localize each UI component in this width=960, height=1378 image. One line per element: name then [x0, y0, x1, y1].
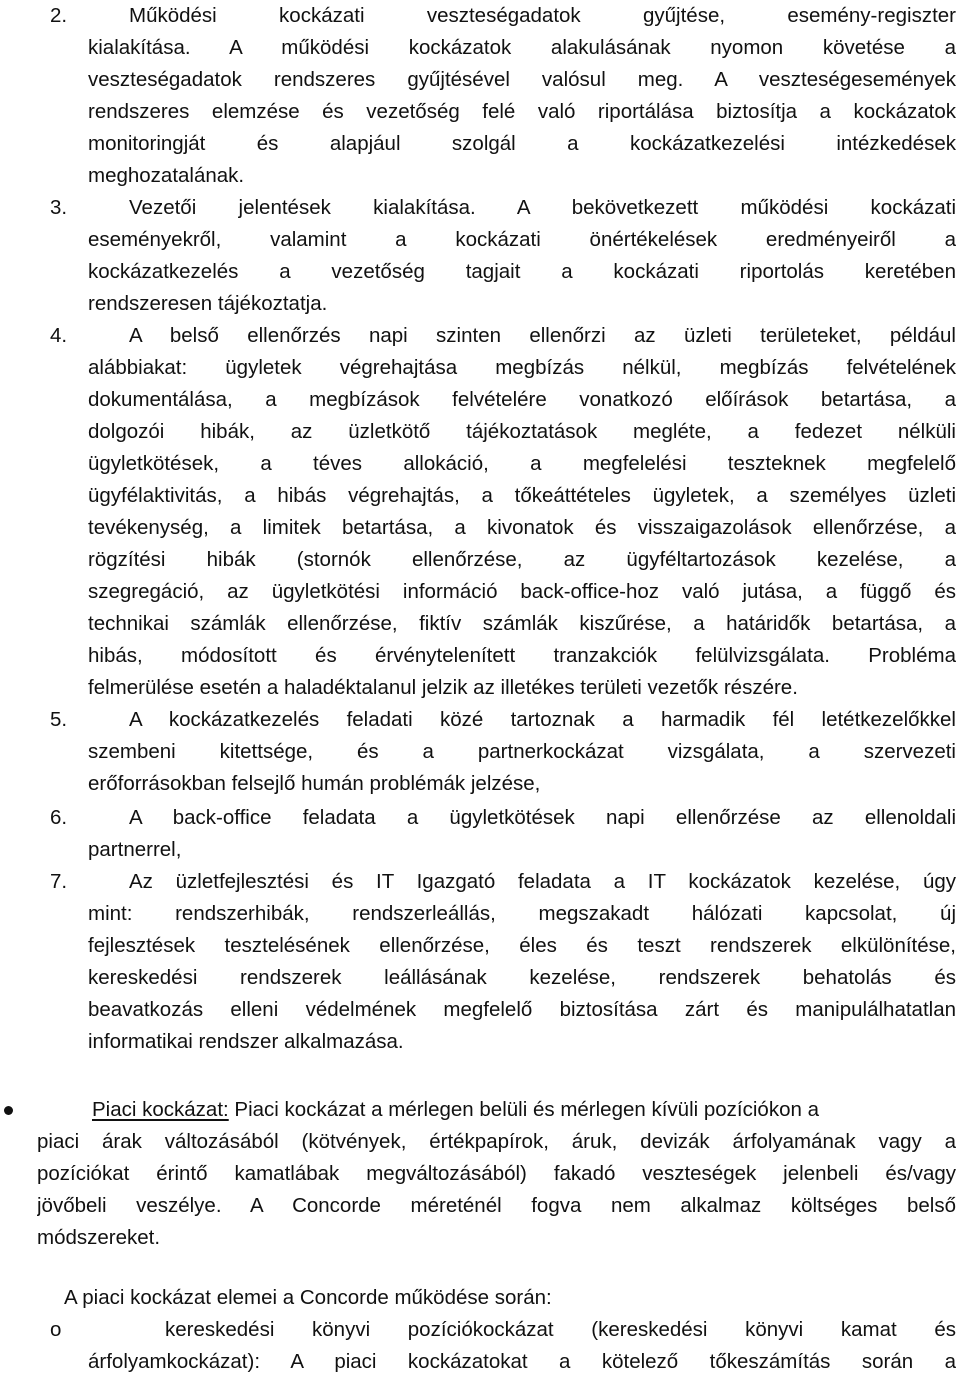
bullet-line: pozíciókat érintő kamatlábak megváltozásából) fakadó veszteségek jelenbeli és/vagy [37, 1162, 956, 1185]
list-item-line: erőforrásokban felsejlő humán problémák jelzése, [88, 772, 541, 795]
list-item-line: szegregáció, az ügyletkötési információ back-office-hoz való jutása, a függő és [88, 580, 956, 603]
list-item-line: informatikai rendszer alkalmazása. [88, 1030, 404, 1053]
list-item-line: fejlesztések tesztelésének ellenőrzése, éles és teszt rendszerek elkülönítése, [88, 934, 956, 957]
list-item-line: tevékenység, a limitek betartása, a kivonatok és visszaigazolások ellenőrzése, a [88, 516, 956, 539]
list-item-line: szembeni kitettsége, és a partnerkockázat vizsgálata, a szervezeti [88, 740, 956, 763]
list-item-line: eseményekről, valamint a kockázati önértékelések eredményeiről a [88, 228, 956, 251]
list-item-line: alábbiakat: ügyletek végrehajtása megbízás nélkül, megbízás felvételének [88, 356, 956, 379]
sub-list-line: kereskedési könyvi pozíciókockázat (kereskedési könyvi kamat és [165, 1318, 956, 1341]
list-item-line: dokumentálása, a megbízások felvételére vonatkozó előírások betartása, a [88, 388, 956, 411]
list-item-line: kockázatkezelés a vezetőség tagjait a kockázati riportolás keretében [88, 260, 956, 283]
list-item-line: kialakítása. A működési kockázatok alakulásának nyomon követése a [88, 36, 956, 59]
bullet-icon [4, 1106, 13, 1115]
list-item-line: meghozatalának. [88, 164, 245, 187]
list-number: 6. [50, 806, 68, 829]
circle-bullet-icon: o [50, 1318, 62, 1341]
bullet-term: Piaci kockázat: [92, 1098, 229, 1121]
list-item-line: ügyletkötések, a téves allokáció, a megfelelési teszteknek megfelelő [88, 452, 956, 475]
list-item-line: monitoringját és alapjául szolgál a kockázatkezelési intézkedések [88, 132, 956, 155]
bullet-first-rest: Piaci kockázat a mérlegen belüli és mérlegen kívüli pozíciókon a [228, 1098, 819, 1121]
list-number: 7. [50, 870, 68, 893]
bullet-first-line [92, 1094, 956, 1126]
list-item-line: Az üzletfejlesztési és IT Igazgató feladata a IT kockázatok kezelése, úgy [129, 870, 956, 893]
bullet-line: módszereket. [37, 1226, 161, 1249]
list-item-line: partnerrel, [88, 838, 182, 861]
list-item-line: hibás, módosított és érvénytelenített tranzakciók felülvizsgálata. Probléma [88, 644, 956, 667]
list-item-line: veszteségadatok rendszeres gyűjtésével valósul meg. A veszteségesemények [88, 68, 956, 91]
list-number: 3. [50, 196, 68, 219]
sub-heading: A piaci kockázat elemei a Concorde működése során: [64, 1286, 552, 1309]
list-item-line: Működési kockázati veszteségadatok gyűjtése, esemény-regiszter [129, 4, 956, 27]
list-number: 4. [50, 324, 68, 347]
sub-list-line: árfolyamkockázat): A piaci kockázatokat a kötelező tőkeszámítás során a [88, 1350, 956, 1373]
list-item-line: rögzítési hibák (stornók ellenőrzése, az ügyféltartozások kezelése, a [88, 548, 956, 571]
list-item-line: rendszeres elemzése és vezetőség felé való riportálása biztosítja a kockázatok [88, 100, 956, 123]
list-item-line: mint: rendszerhibák, rendszerleállás, megszakadt hálózati kapcsolat, új [88, 902, 956, 925]
bullet-line: jövőbeli veszélye. A Concorde méreténél fogva nem alkalmaz költséges belső [37, 1194, 956, 1217]
list-item-line: rendszeresen tájékoztatja. [88, 292, 328, 315]
list-item-line: dolgozói hibák, az üzletkötő tájékoztatások megléte, a fedezet nélküli [88, 420, 956, 443]
list-item-line: ügyfélaktivitás, a hibás végrehajtás, a tőkeáttételes ügyletek, a személyes üzleti [88, 484, 956, 507]
list-item-line: kereskedési rendszerek leállásának kezelése, rendszerek behatolás és [88, 966, 956, 989]
list-number: 2. [50, 4, 68, 27]
list-number: 5. [50, 708, 68, 731]
list-item-line: felmerülése esetén a haladéktalanul jelzik az illetékes területi vezetők részére. [88, 676, 798, 699]
list-item-line: A belső ellenőrzés napi szinten ellenőrzi az üzleti területeket, például [129, 324, 956, 347]
list-item-line: A back-office feladata a ügyletkötések napi ellenőrzése az ellenoldali [129, 806, 956, 829]
list-item-line: beavatkozás elleni védelmének megfelelő biztosítása zárt és manipulálhatatlan [88, 998, 956, 1021]
bullet-line: piaci árak változásából (kötvények, értékpapírok, áruk, devizák árfolyamának vagy a [37, 1130, 956, 1153]
list-item-line: Vezetői jelentések kialakítása. A bekövetkezett működési kockázati [129, 196, 956, 219]
list-item-line: technikai számlák ellenőrzése, fiktív számlák kiszűrése, a határidők betartása, a [88, 612, 956, 635]
list-item-line: A kockázatkezelés feladati közé tartoznak a harmadik fél letétkezelőkkel [129, 708, 956, 731]
